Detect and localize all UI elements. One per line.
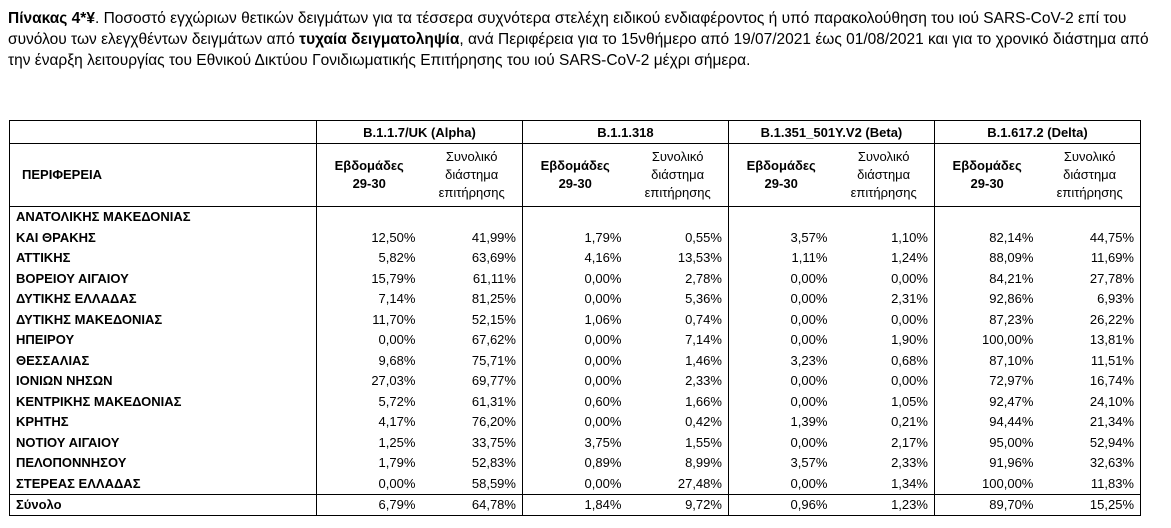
percentage-cell: 1,46% — [627, 351, 728, 372]
percentage-cell: 61,11% — [421, 269, 522, 290]
percentage-cell: 26,22% — [1039, 310, 1140, 331]
variant-header-row — [10, 121, 1141, 144]
table-row — [10, 474, 1141, 495]
region-name: ΣΤΕΡΕΑΣ ΕΛΛΑΔΑΣ — [10, 474, 317, 495]
percentage-cell: 91,96% — [989, 455, 1034, 470]
percentage-cell: 7,14% — [378, 291, 416, 306]
variant-header-beta: B.1.351_501Y.V2 (Beta) — [728, 121, 934, 144]
percentage-cell: 1,10% — [833, 228, 934, 249]
total-period-header — [833, 144, 934, 207]
sub-left-line: 29-30 — [764, 176, 798, 191]
percentage-cell: 95,00% — [989, 434, 1034, 450]
percentage-cell: 13,81% — [1039, 330, 1140, 351]
percentage-cell: 1,06% — [584, 311, 622, 327]
table-row — [10, 310, 1141, 331]
percentage-cell: 2,33% — [627, 371, 728, 392]
percentage-cell: 88,09% — [989, 250, 1034, 265]
region-column-header: ΠΕΡΙΦΕΡΕΙΑ — [10, 144, 317, 207]
variant-header-b11318: B.1.1.318 — [522, 121, 728, 144]
percentage-cell: 11,83% — [1039, 474, 1140, 495]
region-name: ΒΟΡΕΙΟΥ ΑΙΓΑΙΟΥ — [10, 269, 317, 290]
percentage-cell: 32,63% — [1039, 453, 1140, 474]
region-name: ΘΕΣΣΑΛΙΑΣ — [10, 351, 317, 372]
percentage-cell: 1,25% — [378, 434, 416, 450]
percentage-cell: 41,99% — [421, 228, 522, 249]
table-row — [10, 228, 1141, 249]
percentage-cell: 1,24% — [833, 248, 934, 269]
sub-left-line: Εβδομάδες — [334, 158, 404, 173]
table-row — [10, 351, 1141, 372]
percentage-cell: 2,78% — [627, 269, 728, 290]
subheader-row — [10, 144, 1141, 207]
percentage-cell: 52,94% — [1039, 433, 1140, 454]
sub-right-line: διάστημα — [445, 167, 499, 182]
variant-header-delta: B.1.617.2 (Delta) — [934, 121, 1140, 144]
sub-right-line: διάστημα — [857, 167, 911, 182]
percentage-cell: 0,21% — [833, 412, 934, 433]
percentage-cell: 0,00% — [584, 270, 622, 286]
percentage-cell: 67,62% — [421, 330, 522, 351]
table-row — [10, 392, 1141, 413]
sub-left-line: Εβδομάδες — [746, 158, 816, 173]
percentage-cell: 0,96% — [728, 495, 833, 516]
percentage-cell: 13,53% — [627, 248, 728, 269]
percentage-cell: 8,99% — [627, 453, 728, 474]
percentage-cell: 1,55% — [627, 433, 728, 454]
weeks-29-30-header — [934, 144, 1039, 207]
percentage-cell: 7,14% — [627, 330, 728, 351]
percentage-cell: 72,97% — [989, 373, 1034, 388]
header-corner — [10, 121, 317, 144]
region-name: ΔΥΤΙΚΗΣ ΜΑΚΕΔΟΝΙΑΣ — [10, 310, 317, 331]
caption-text-2: , ανά Περιφέρεια για το 15νθήμερο από 19/07/2021 έως 01/08/2021 και για το χρονικό διάστημα από την έναρξη λειτουργίας του Εθνικού Δικτύου Γονιδιωματικής Επιτήρησης του ιού SARS-CoV-2 μέχρι σήμερα. — [8, 31, 1149, 69]
percentage-cell: 81,25% — [421, 289, 522, 310]
percentage-cell: 0,55% — [627, 228, 728, 249]
percentage-cell: 76,20% — [421, 412, 522, 433]
percentage-cell: 44,75% — [1039, 228, 1140, 249]
percentage-cell: 1,79% — [378, 455, 416, 470]
variant-percentages-table — [9, 120, 1141, 516]
percentage-cell: 0,00% — [790, 434, 828, 450]
percentage-cell: 0,00% — [584, 291, 622, 306]
percentage-cell: 15,79% — [371, 270, 416, 286]
percentage-cell: 15,25% — [1039, 495, 1140, 516]
sub-right-line: Συνολικό — [1063, 149, 1116, 164]
region-name: ΚΡΗΤΗΣ — [10, 412, 317, 433]
percentage-cell: 0,00% — [790, 393, 828, 409]
percentage-cell: 100,00% — [982, 475, 1034, 491]
sub-right-line: Συνολικό — [651, 149, 704, 164]
percentage-cell: 0,00% — [584, 373, 622, 388]
percentage-cell: 3,75% — [584, 434, 622, 450]
percentage-cell: 0,68% — [833, 351, 934, 372]
region-name-line1: ΑΝΑΤΟΛΙΚΗΣ ΜΑΚΕΔΟΝΙΑΣ — [10, 207, 317, 228]
percentage-cell: 0,00% — [790, 270, 828, 286]
percentage-cell: 52,15% — [421, 310, 522, 331]
percentage-cell: 1,90% — [833, 330, 934, 351]
percentage-cell: 92,47% — [989, 393, 1034, 409]
percentage-cell: 64,78% — [421, 495, 522, 516]
percentage-cell: 6,93% — [1039, 289, 1140, 310]
percentage-cell: 11,70% — [372, 311, 416, 327]
region-name: ΠΕΛΟΠΟΝΝΗΣΟΥ — [10, 453, 317, 474]
sub-left-line: Εβδομάδες — [952, 158, 1022, 173]
percentage-cell: 5,36% — [627, 289, 728, 310]
sub-left-line: 29-30 — [970, 176, 1004, 191]
percentage-cell: 84,21% — [989, 270, 1034, 286]
percentage-cell: 2,31% — [833, 289, 934, 310]
total-period-header — [1039, 144, 1140, 207]
percentage-cell: 2,17% — [833, 433, 934, 454]
percentage-cell: 0,00% — [378, 475, 416, 491]
percentage-cell: 58,59% — [421, 474, 522, 495]
percentage-cell: 0,00% — [584, 475, 622, 491]
sub-right-line: Συνολικό — [445, 149, 498, 164]
region-name: ΚΑΙ ΘΡΑΚΗΣ — [10, 228, 317, 249]
sub-left-line: 29-30 — [558, 176, 592, 191]
total-row — [10, 495, 1141, 516]
table-row — [10, 453, 1141, 474]
percentage-cell: 52,83% — [421, 453, 522, 474]
table-row — [10, 269, 1141, 290]
table-row — [10, 289, 1141, 310]
table-row — [10, 412, 1141, 433]
percentage-cell: 9,72% — [627, 495, 728, 516]
region-name: Σύνολο — [10, 495, 317, 516]
percentage-cell: 0,42% — [627, 412, 728, 433]
percentage-cell: 0,00% — [790, 291, 828, 306]
percentage-cell: 27,48% — [627, 474, 728, 495]
percentage-cell: 94,44% — [989, 414, 1034, 429]
sub-right-line: επιτήρησης — [850, 185, 917, 200]
table-row — [10, 371, 1141, 392]
region-name: ΚΕΝΤΡΙΚΗΣ ΜΑΚΕΔΟΝΙΑΣ — [10, 392, 317, 413]
percentage-cell: 1,23% — [833, 495, 934, 516]
percentage-cell: 1,34% — [833, 474, 934, 495]
percentage-cell: 1,66% — [627, 392, 728, 413]
percentage-cell: 3,57% — [790, 455, 828, 470]
percentage-cell: 27,78% — [1039, 269, 1140, 290]
table-body — [10, 207, 1141, 516]
sub-right-line: επιτήρησης — [438, 185, 505, 200]
total-period-header — [627, 144, 728, 207]
percentage-cell: 6,79% — [316, 495, 421, 516]
weeks-29-30-header — [728, 144, 833, 207]
weeks-29-30-header — [522, 144, 627, 207]
percentage-cell: 0,00% — [790, 332, 828, 347]
percentage-cell: 0,00% — [833, 269, 934, 290]
percentage-cell: 3,57% — [790, 229, 828, 245]
region-name: ΔΥΤΙΚΗΣ ΕΛΛΑΔΑΣ — [10, 289, 317, 310]
percentage-cell: 87,10% — [989, 352, 1034, 368]
percentage-cell: 0,00% — [790, 373, 828, 388]
percentage-cell: 33,75% — [421, 433, 522, 454]
variant-header-alpha: B.1.1.7/UK (Alpha) — [316, 121, 522, 144]
percentage-cell: 1,11% — [791, 250, 828, 265]
percentage-cell: 2,33% — [833, 453, 934, 474]
sub-right-line: επιτήρησης — [1056, 185, 1123, 200]
percentage-cell: 11,69% — [1039, 248, 1140, 269]
table-row — [10, 330, 1141, 351]
percentage-cell: 1,79% — [584, 229, 622, 245]
percentage-cell: 0,00% — [790, 475, 828, 491]
region-name: ΝΟΤΙΟΥ ΑΙΓΑΙΟΥ — [10, 433, 317, 454]
percentage-cell: 24,10% — [1039, 392, 1140, 413]
total-period-header — [421, 144, 522, 207]
percentage-cell: 1,39% — [790, 414, 828, 429]
percentage-cell: 0,00% — [584, 352, 622, 368]
percentage-cell: 0,00% — [790, 311, 828, 327]
caption-label: Πίνακας 4*¥ — [8, 10, 95, 27]
sub-right-line: διάστημα — [651, 167, 705, 182]
sub-right-line: Συνολικό — [857, 149, 910, 164]
percentage-cell: 82,14% — [989, 229, 1034, 245]
percentage-cell: 0,00% — [833, 310, 934, 331]
percentage-cell: 4,16% — [584, 250, 622, 265]
region-name: ΗΠΕΙΡΟΥ — [10, 330, 317, 351]
percentage-cell: 100,00% — [982, 332, 1034, 347]
percentage-cell: 4,17% — [378, 414, 416, 429]
percentage-cell: 75,71% — [421, 351, 522, 372]
percentage-cell: 12,50% — [371, 229, 416, 245]
percentage-cell: 0,00% — [584, 332, 622, 347]
percentage-cell: 87,23% — [989, 311, 1034, 327]
percentage-cell: 11,51% — [1039, 351, 1140, 372]
percentage-cell: 16,74% — [1039, 371, 1140, 392]
percentage-cell: 1,84% — [522, 495, 627, 516]
region-name: ΑΤΤΙΚΗΣ — [10, 248, 317, 269]
percentage-cell: 89,70% — [934, 495, 1039, 516]
percentage-cell: 92,86% — [989, 291, 1034, 306]
percentage-cell: 0,60% — [584, 393, 622, 409]
percentage-cell: 9,68% — [378, 352, 416, 368]
percentage-cell: 0,89% — [584, 455, 622, 470]
percentage-cell: 0,74% — [627, 310, 728, 331]
percentage-cell: 63,69% — [421, 248, 522, 269]
percentage-cell: 61,31% — [421, 392, 522, 413]
weeks-29-30-header — [316, 144, 421, 207]
table-row — [10, 248, 1141, 269]
table-row — [10, 207, 1141, 228]
percentage-cell: 0,00% — [833, 371, 934, 392]
percentage-cell: 27,03% — [371, 373, 416, 388]
percentage-cell: 1,05% — [833, 392, 934, 413]
percentage-cell: 21,34% — [1039, 412, 1140, 433]
percentage-cell: 0,00% — [584, 414, 622, 429]
percentage-cell: 0,00% — [378, 332, 416, 347]
table-row — [10, 433, 1141, 454]
sub-right-line: επιτήρησης — [644, 185, 711, 200]
region-name: ΙΟΝΙΩΝ ΝΗΣΩΝ — [10, 371, 317, 392]
caption-text-1: . Ποσοστό εγχώριων θετικών δειγμάτων για τα τέσσερα συχνότερα στελέχη ειδικού ενδιαφέροντος ή υπό παρακολούθηση του ιού SARS-CoV-2 επί του συνόλου των ελεγχθέντων δειγμάτων από — [8, 10, 1127, 48]
sub-left-line: 29-30 — [352, 176, 386, 191]
percentage-cell: 69,77% — [421, 371, 522, 392]
sub-left-line: Εβδομάδες — [540, 158, 610, 173]
percentage-cell: 5,72% — [378, 393, 416, 409]
sub-right-line: διάστημα — [1063, 167, 1117, 182]
caption-emphasis: τυχαία δειγματοληψία — [299, 31, 460, 48]
table-caption — [8, 8, 1158, 71]
percentage-cell: 5,82% — [378, 250, 416, 265]
percentage-cell: 3,23% — [790, 352, 828, 368]
